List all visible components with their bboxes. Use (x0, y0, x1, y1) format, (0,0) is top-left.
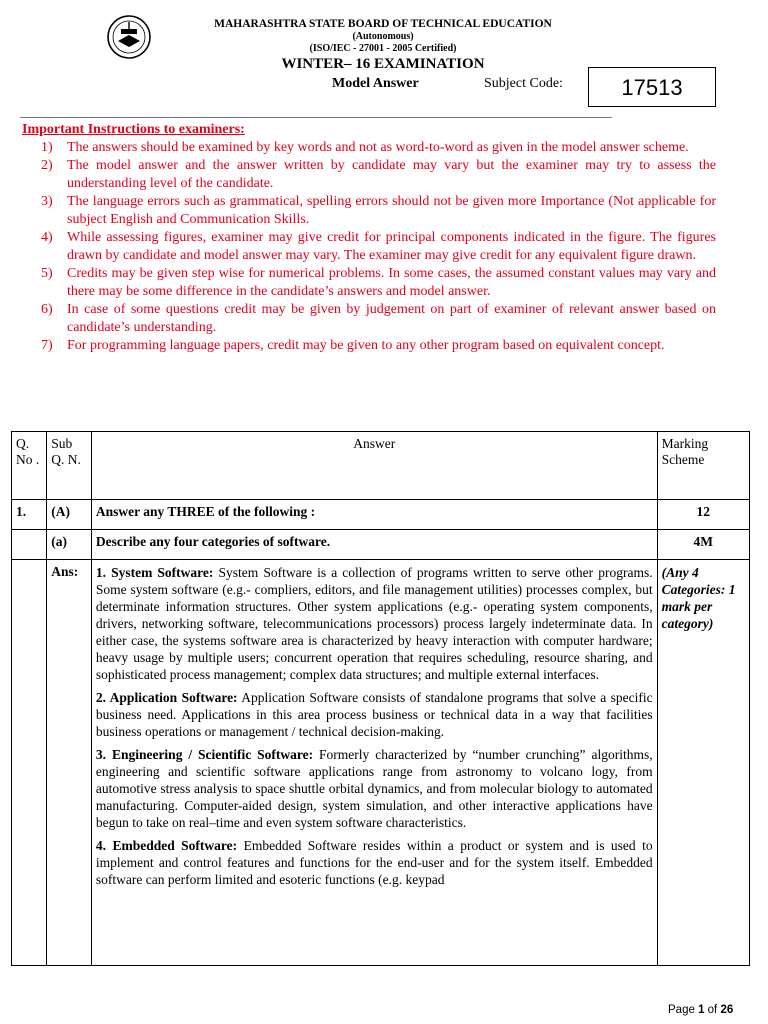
instructions-list (22, 139, 716, 355)
answer-paragraph: 2. Application Software: Application Software consists of standalone programs that solve a specific business need. Applications in this area process business or technical data in a way that facilities business operations or management / technical decision-making. (95, 690, 653, 739)
board-name: MAHARASHTRA STATE BOARD OF TECHNICAL EDUCATION (214, 18, 552, 30)
subq-cell: (a) (47, 530, 92, 560)
instruction-item: 1) The answers should be examined by key words and not as word-to-word as given in the model answer scheme. (41, 140, 689, 155)
table-header-row (12, 432, 750, 500)
question-cell: Describe any four categories of software. (91, 530, 657, 560)
subq-cell: Ans: (47, 560, 92, 966)
header-divider (20, 117, 612, 118)
instruction-item: 2) The model answer and the answer written by candidate may vary but the examiner may try to assess the understanding level of the candidate. (41, 158, 716, 191)
qno-cell: 1. (12, 500, 47, 530)
instruction-item: 4) While assessing figures, examiner may give credit for principal components indicated in the figure. The figures drawn by candidate and model answer may vary. The examiner may give credit for any equivalent figure drawn. (41, 230, 716, 263)
instruction-item: 7) For programming language papers, credit may be given to any other program based on equivalent concept. (41, 338, 665, 353)
header-marking: Marking Scheme (657, 432, 749, 500)
marks-note-cell: (Any 4 Categories: 1 mark per category) (657, 560, 749, 966)
subject-code-box: 17513 (588, 67, 716, 107)
certification-label: (ISO/IEC - 27001 - 2005 Certified) (309, 43, 457, 54)
answer-paragraph: 1. System Software: System Software is a collection of programs written to serve other programs. Some system software (e.g.- compliers, editors, and file management utilities) processes complex, but determinate information structures. Other system applications (e.g.- operating system components, drivers, networking software, telecommunications processors) process largely indeterminate data. In either case, the systems software area is characterized by heavy interaction with computer hardware; heavy usage by multiple users; concurrent operation that requires scheduling, resource sharing, and sophisticated process management; complex data structures; and multiple external interfaces. (95, 565, 653, 682)
table-row (12, 530, 750, 560)
model-answer-label: Model Answer (332, 76, 419, 91)
header-answer: Answer (91, 432, 657, 500)
table-row (12, 560, 750, 966)
instruction-item: 6) In case of some questions credit may be given by judgement on part of examiner of relevant answer based on candidate’s understanding. (41, 302, 716, 335)
marks-cell: 12 (657, 500, 749, 530)
msbte-logo-icon (106, 14, 152, 60)
table-row (12, 500, 750, 530)
instruction-item: 3) The language errors such as grammatical, spelling errors should not be given more Importance (Not applicable for subject English and Communication Skills. (41, 194, 716, 227)
instructions-title: Important Instructions to examiners: (22, 122, 245, 137)
subq-cell: (A) (47, 500, 92, 530)
answer-paragraph: 3. Engineering / Scientific Software: Formerly characterized by “number crunching” algorithms, engineering and scientific software applications range from astronomy to volcano logy, from automotive stress analysis to space shuttle orbital dynamics, and from molecular biology to automated manufacturing. Computer-aided design, system simulation, and other interactive applications have begun to take on real–time and even system software characteristics. (95, 747, 653, 830)
qno-cell (12, 530, 47, 560)
answer-cell: Answer any THREE of the following : (91, 500, 657, 530)
answer-table (11, 431, 750, 966)
header-subq: Sub Q. N. (47, 432, 92, 500)
answer-paragraph: 4. Embedded Software: Embedded Software resides within a product or system and is used to implement and control features and functions for the end-user and for the system itself. Embedded software can perform limited and esoteric functions (e.g. keypad (95, 838, 653, 887)
qno-cell (12, 560, 47, 966)
exam-title: WINTER– 16 EXAMINATION (281, 56, 485, 72)
subject-code-label: Subject Code: (484, 76, 563, 91)
autonomous-label: (Autonomous) (352, 31, 414, 42)
answer-body-cell (91, 560, 657, 966)
page-number: Page 1 of 26 (668, 1004, 734, 1016)
instruction-item: 5) Credits may be given step wise for numerical problems. In some cases, the assumed constant values may vary and there may be some difference in the candidate’s answers and model answer. (41, 266, 716, 299)
marks-cell: 4M (657, 530, 749, 560)
header-qno: Q. No . (12, 432, 47, 500)
